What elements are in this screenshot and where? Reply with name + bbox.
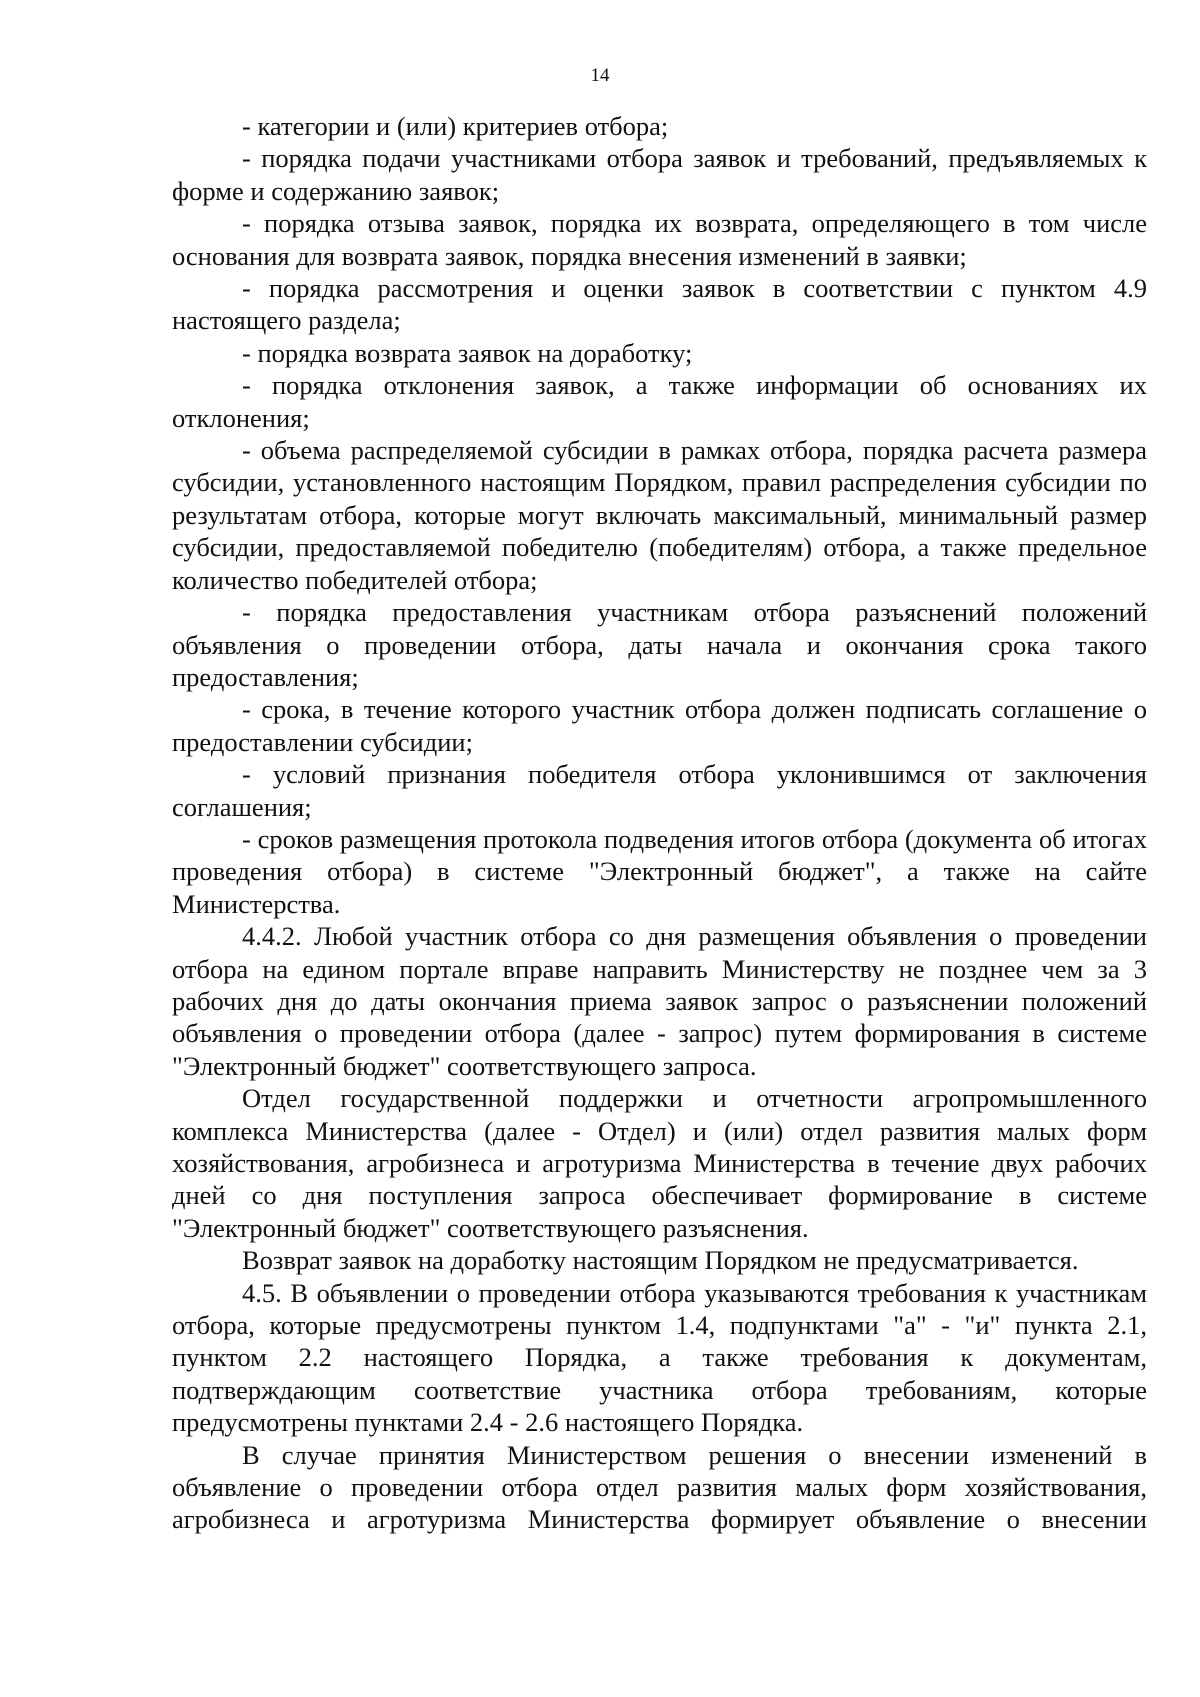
paragraph-protocol-deadlines: - сроков размещения протокола подведения итогов отбора (документа об итогах проведения отбора) в системе "Электронный бюджет", а также на сайте Министерства. [172,823,1147,919]
paragraph-rejection-order: - порядка отклонения заявок, а также информации об основаниях их отклонения; [172,370,1147,433]
page-number: 14 [590,65,610,86]
paragraph-review-order: - порядка рассмотрения и оценки заявок в соответствии с пунктом 4.9 настоящего раздела; [172,273,1147,336]
paragraph-submission-order: - порядка подачи участниками отбора заявок и требований, предъявляемых к форме и содержанию заявок; [172,143,1147,206]
paragraph-section-4-4-2: 4.4.2. Любой участник отбора со дня размещения объявления о проведении отбора на едином портале вправе направить Министерству не позднее чем за 3 рабочих дня до даты окончания приема заявок запрос о разъяснении положений объявления о проведении отбора (далее - запрос) путем формирования в системе "Электронный бюджет" соответствующего запроса. [172,921,1147,1081]
document-body [172,110,1147,1536]
paragraph-amendments: В случае принятия Министерством решения о внесении изменений в объявление о проведении отбора отдел развития малых форм хозяйствования, агробизнеса и агротуризма Министерства формирует объявление о внесении [172,1439,1147,1535]
paragraph-withdrawal-order: - порядка отзыва заявок, порядка их возврата, определяющего в том числе основания для возврата заявок, порядка внесения изменений в заявки; [172,208,1147,271]
paragraph-return-for-revision: - порядка возврата заявок на доработку; [242,337,693,368]
paragraph-department-response: Отдел государственной поддержки и отчетности агропромышленного комплекса Министерства (далее - Отдел) и (или) отдел развития малых форм хозяйствования, агробизнеса и агротуризма Министерства в течение двух рабочих дней со дня поступления запроса обеспечивает формирование в системе "Электронный бюджет" соответствующего разъяснения. [172,1083,1147,1243]
paragraph-clarifications-order: - порядка предоставления участникам отбора разъяснений положений объявления о проведении отбора, даты начала и окончания срока такого предоставления; [172,597,1147,692]
paragraph-no-return: Возврат заявок на доработку настоящим Порядком не предусматривается. [242,1245,1079,1276]
paragraph-signing-deadline: - срока, в течение которого участник отбора должен подписать соглашение о предоставлении субсидии; [172,694,1147,757]
paragraph-section-4-5: 4.5. В объявлении о проведении отбора указываются требования к участникам отбора, которые предусмотрены пунктом 1.4, подпунктами "а" - "и" пункта 2.1, пунктом 2.2 настоящего Порядка, а также требования к документам, подтверждающим соответствие участника отбора требованиям, которые предусмотрены пунктами 2.4 - 2.6 настоящего Порядка. [172,1277,1147,1438]
paragraph-evasion-conditions: - условий признания победителя отбора уклонившимся от заключения соглашения; [172,759,1147,822]
paragraph-subsidy-volume: - объема распределяемой субсидии в рамках отбора, порядка расчета размера субсидии, установленного настоящим Порядком, правил распределения субсидии по результатам отбора, которые могут включать максимальный, минимальный размер субсидии, предоставляемой победителю (победителям) отбора, а также предельное количество победителей отбора; [172,435,1147,595]
paragraph-criteria: - категории и (или) критериев отбора; [242,111,669,141]
